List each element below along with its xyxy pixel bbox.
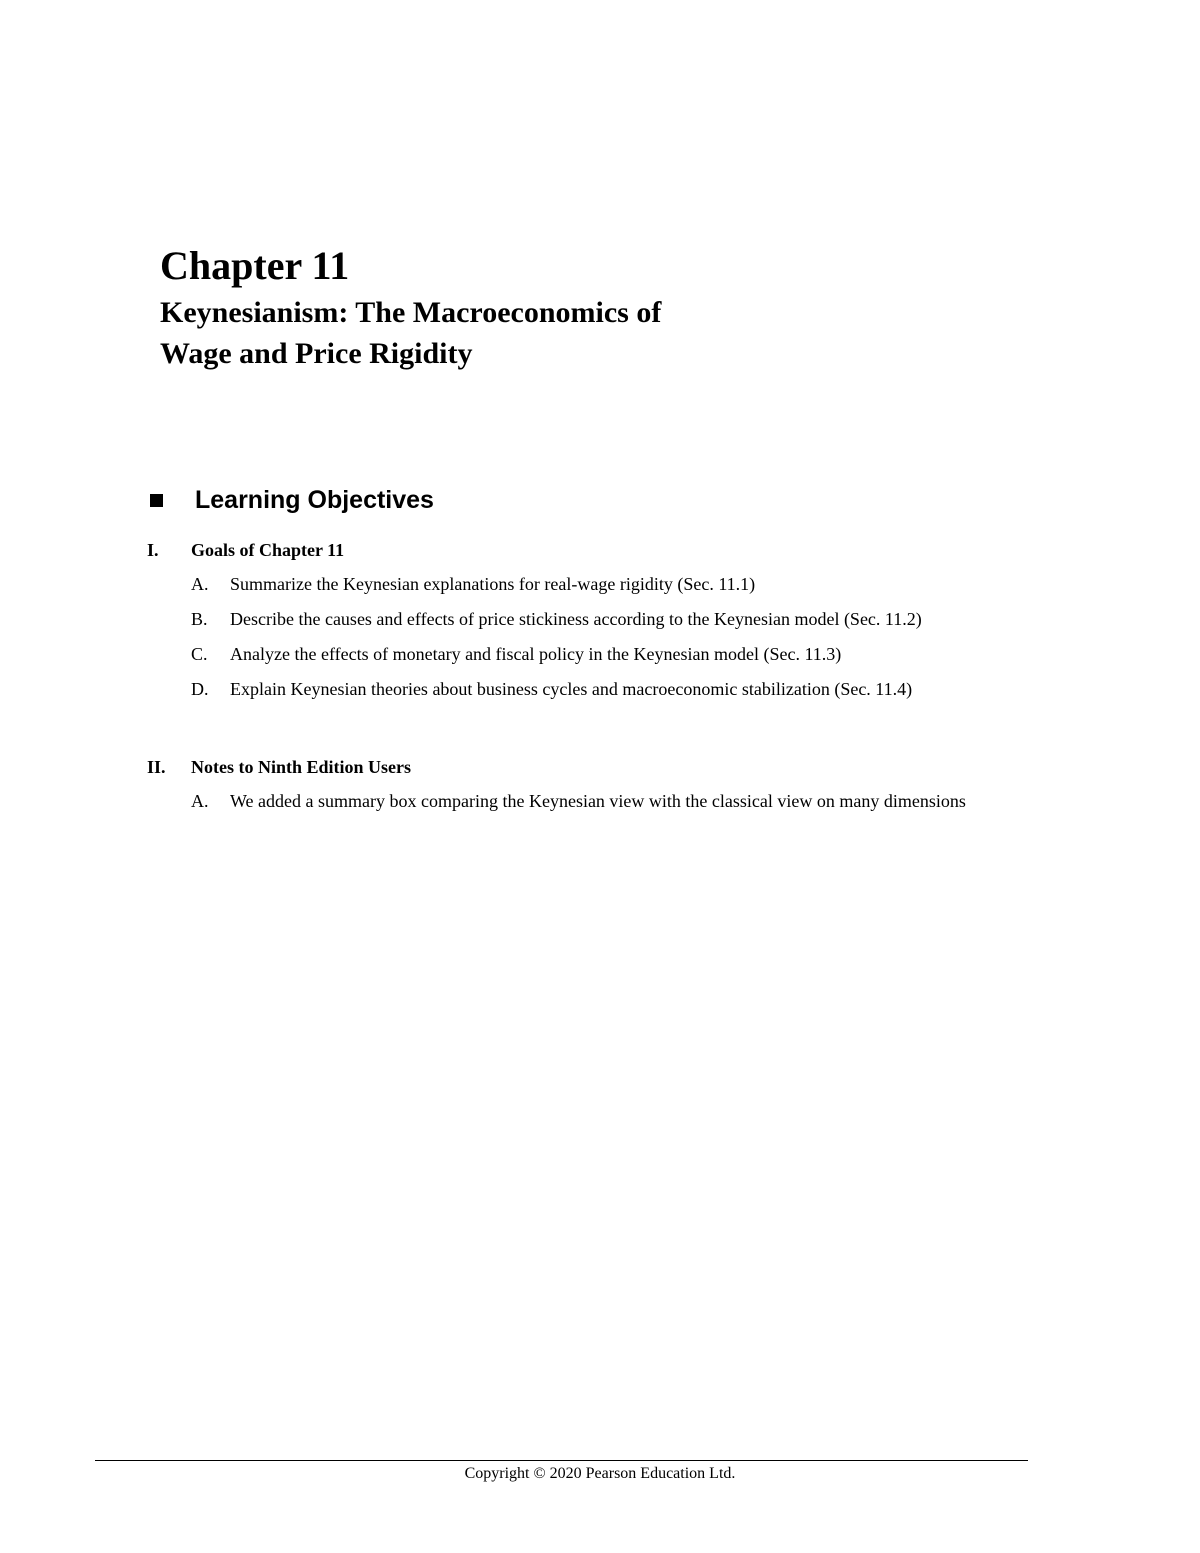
list-item bbox=[147, 642, 1087, 666]
chapter-subtitle: Keynesianism: The Macroeconomics of Wage and Price Rigidity bbox=[160, 296, 662, 370]
square-bullet-icon bbox=[150, 494, 163, 507]
list-item bbox=[147, 677, 1087, 701]
section-heading-text: Learning Objectives bbox=[195, 486, 434, 514]
outline-title: Goals of Chapter 11 bbox=[191, 540, 345, 560]
outline-sublist bbox=[147, 789, 1087, 813]
learning-objectives-heading bbox=[150, 484, 434, 516]
item-text: Explain Keynesian theories about business cycles and macroeconomic stabilization (Sec. 11.4) bbox=[230, 679, 913, 699]
item-text: Describe the causes and effects of price stickiness according to the Keynesian model (Sec. 11.2) bbox=[230, 609, 922, 629]
chapter-title: Chapter 11 bbox=[160, 243, 350, 288]
list-item bbox=[147, 572, 1087, 596]
item-letter: B. bbox=[191, 609, 208, 629]
outline-number: I. bbox=[147, 540, 159, 560]
list-item bbox=[147, 607, 1087, 631]
item-letter: A. bbox=[191, 791, 209, 811]
item-text: We added a summary box comparing the Keynesian view with the classical view on many dimensions bbox=[230, 791, 966, 811]
footer-copyright: Copyright © 2020 Pearson Education Ltd. bbox=[464, 1465, 736, 1482]
item-text: Analyze the effects of monetary and fiscal policy in the Keynesian model (Sec. 11.3) bbox=[230, 644, 842, 664]
outline-section bbox=[147, 538, 1087, 701]
item-letter: A. bbox=[191, 574, 209, 594]
outline-title: Notes to Ninth Edition Users bbox=[191, 757, 412, 777]
outline-section-2 bbox=[147, 755, 1087, 824]
outline-number: II. bbox=[147, 757, 166, 777]
outline-level1-heading bbox=[147, 538, 1087, 562]
list-item bbox=[147, 789, 1087, 813]
item-letter: C. bbox=[191, 644, 208, 664]
outline-level1-heading bbox=[147, 755, 1087, 779]
item-text: Summarize the Keynesian explanations for real-wage rigidity (Sec. 11.1) bbox=[230, 574, 756, 594]
outline-section bbox=[147, 755, 1087, 813]
item-letter: D. bbox=[191, 679, 209, 699]
outline-section-1 bbox=[147, 538, 1087, 712]
outline-sublist bbox=[147, 572, 1087, 701]
footer-divider bbox=[95, 1460, 1028, 1461]
